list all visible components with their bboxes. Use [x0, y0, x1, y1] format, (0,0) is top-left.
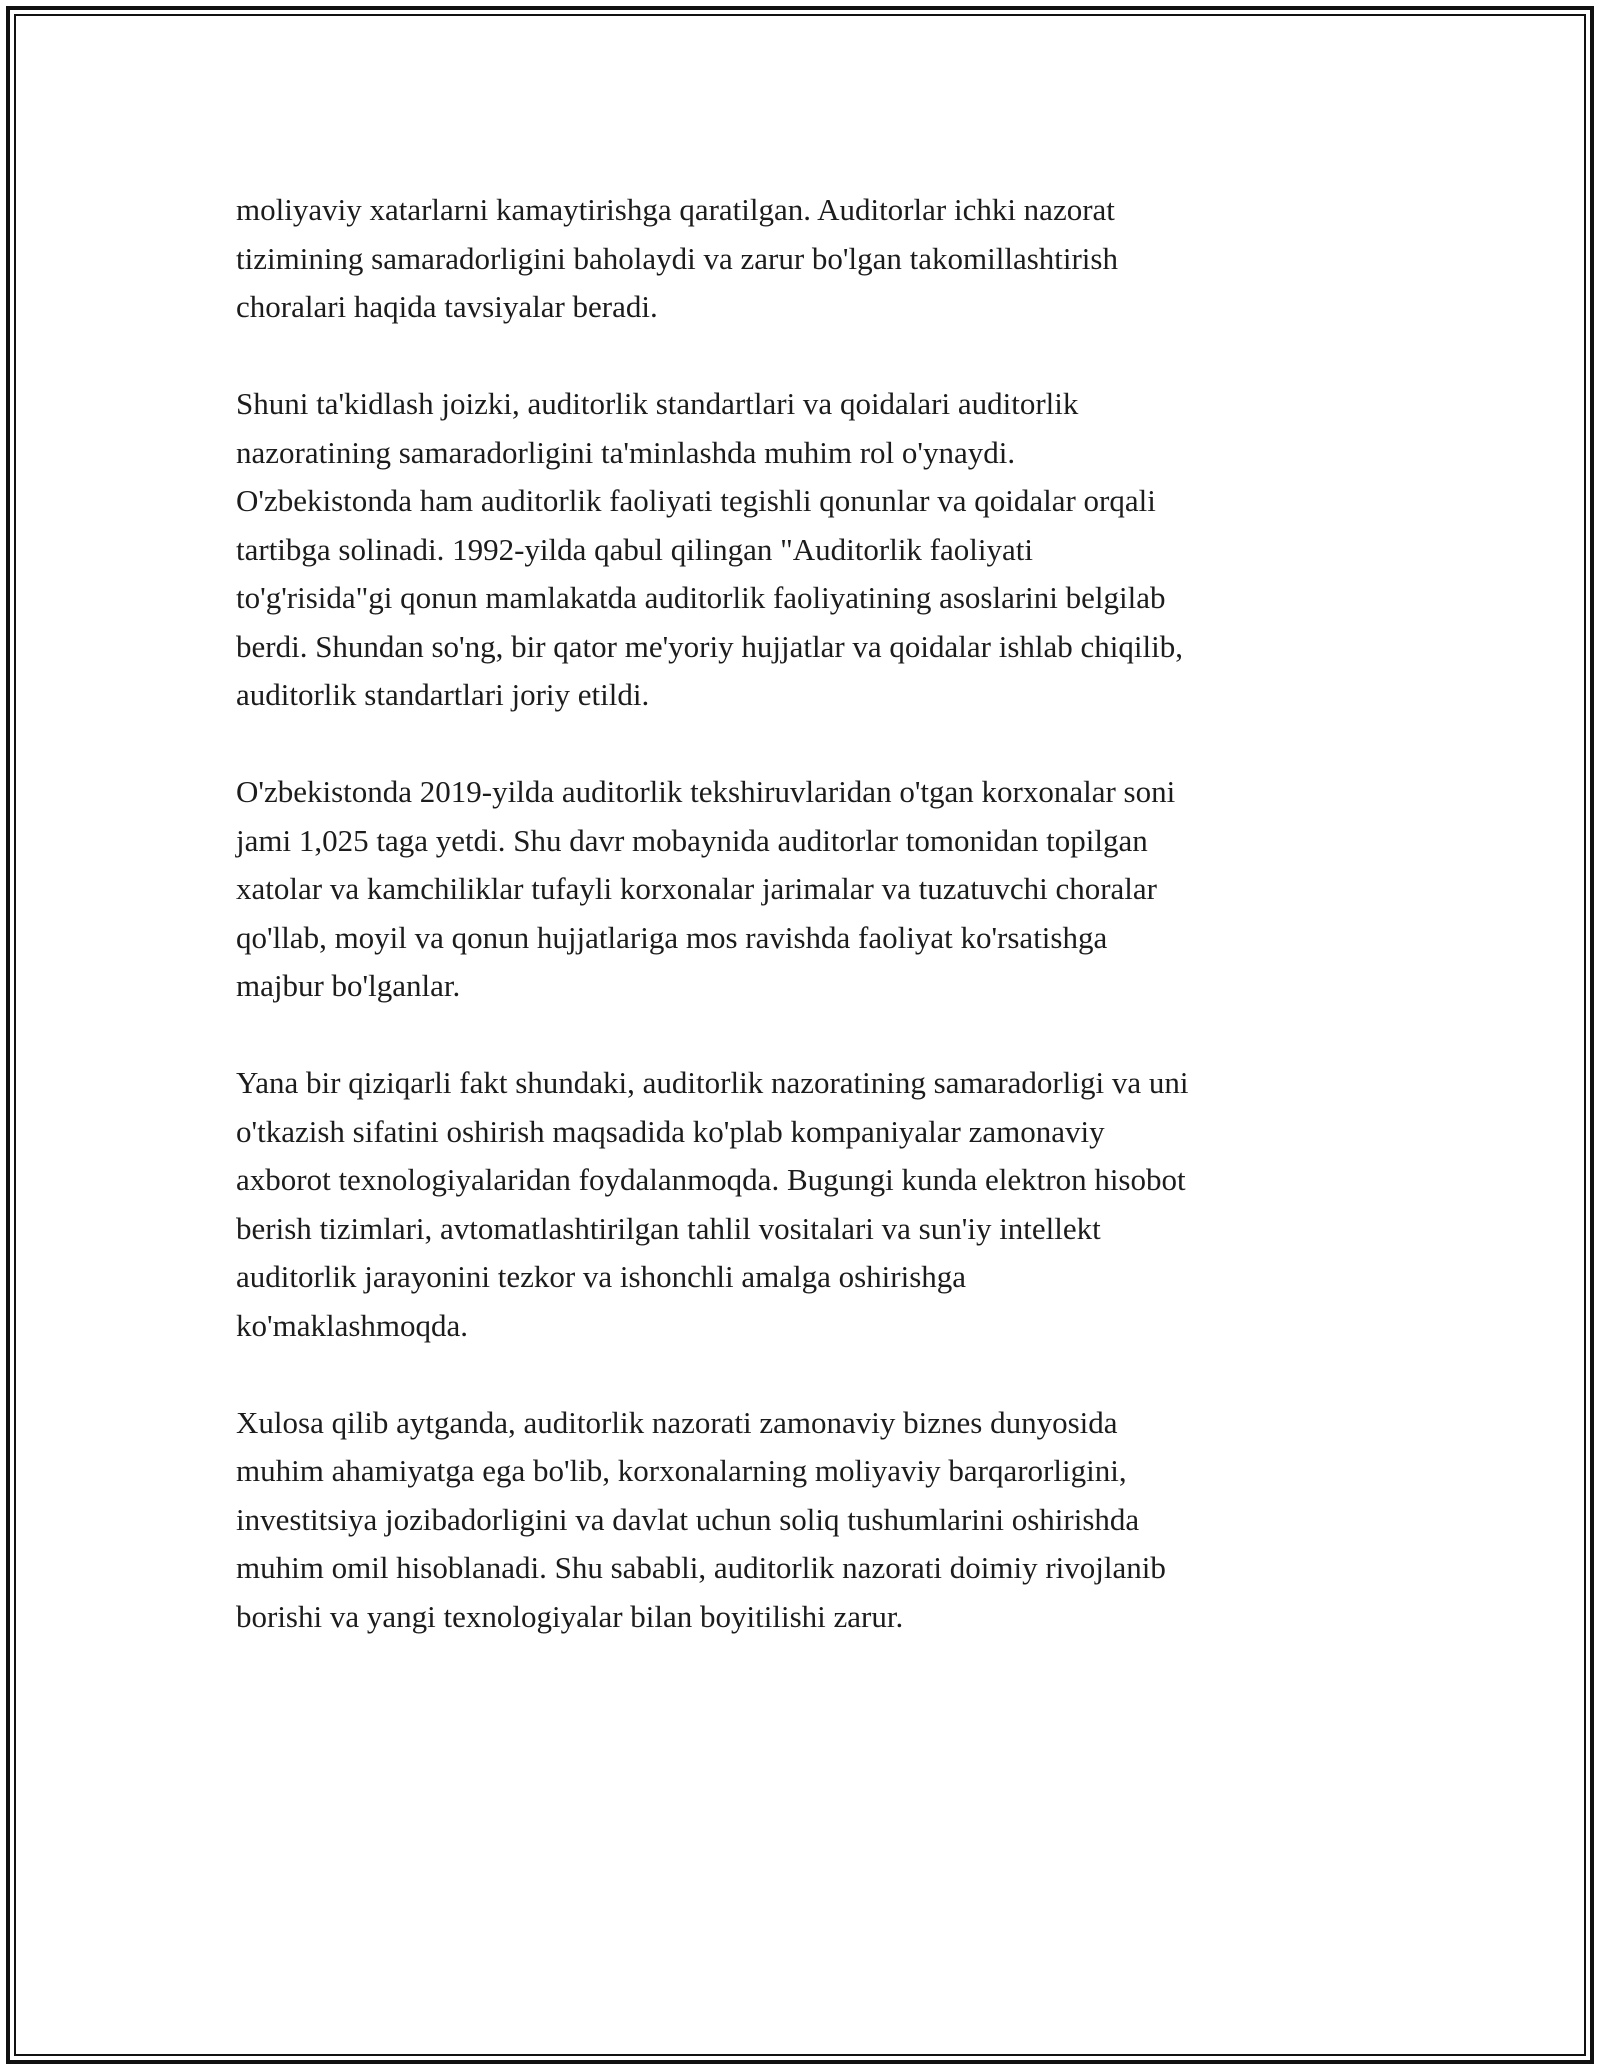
text-line: jami 1,025 taga yetdi. Shu davr mobaynida auditorlar tomonidan topilgan — [236, 822, 1148, 858]
text-line: Yana bir qiziqarli fakt shundaki, auditorlik nazoratining samaradorligi va uni — [236, 1065, 1189, 1100]
text-line: Xulosa qilib aytganda, auditorlik nazorati zamonaviy biznes dunyosida — [236, 1404, 1118, 1440]
text-line: Shuni ta'kidlash joizki, auditorlik standartlari va qoidalari auditorlik — [236, 386, 1079, 421]
paragraph-3 — [236, 768, 1376, 1011]
text-line: auditorlik jarayonini tezkor va ishonchli amalga oshirishga — [236, 1259, 967, 1294]
text-line: choralari haqida tavsiyalar beradi. — [236, 289, 658, 324]
text-line: muhim omil hisoblanadi. Shu sababli, auditorlik nazorati doimiy rivojlanib — [236, 1550, 1166, 1585]
paragraph-2 — [236, 380, 1376, 720]
text-line: O'zbekistonda 2019-yilda auditorlik tekshiruvlaridan o'tgan korxonalar soni — [236, 774, 1176, 809]
paragraph-1 — [236, 186, 1376, 332]
text-line: qo'llab, moyil va qonun hujjatlariga mos ravishda faoliyat ko'rsatishga — [236, 919, 1108, 955]
text-line: majbur bo'lganlar. — [236, 968, 461, 1003]
text-line: o'tkazish sifatini oshirish maqsadida ko'plab kompaniyalar zamonaviy — [236, 1113, 1105, 1149]
text-line: nazoratining samaradorligini ta'minlashda muhim rol o'ynaydi. — [236, 434, 1016, 470]
text-line: berdi. Shundan so'ng, bir qator me'yoriy hujjatlar va qoidalar ishlab chiqilib, — [236, 628, 1183, 664]
text-line: xatolar va kamchiliklar tufayli korxonalar jarimalar va tuzatuvchi choralar — [236, 871, 1157, 906]
text-line: tizimining samaradorligini baholaydi va zarur bo'lgan takomillashtirish — [236, 240, 1118, 276]
paragraph-5 — [236, 1399, 1376, 1642]
document-body — [236, 186, 1376, 1641]
text-line: muhim ahamiyatga ega bo'lib, korxonalarning moliyaviy barqarorligini, — [236, 1453, 1127, 1488]
text-line: investitsiya jozibadorligini va davlat uchun soliq tushumlarini oshirishda — [236, 1501, 1140, 1537]
text-line: borishi va yangi texnologiyalar bilan boyitilishi zarur. — [236, 1598, 904, 1634]
text-line: axborot texnologiyalaridan foydalanmoqda. Bugungi kunda elektron hisobot — [236, 1162, 1186, 1197]
text-line: to'g'risida"gi qonun mamlakatda auditorlik faoliyatining asoslarini belgilab — [236, 580, 1166, 615]
text-line: auditorlik standartlari joriy etildi. — [236, 677, 650, 712]
text-line: ko'maklashmoqda. — [236, 1307, 469, 1343]
text-line: berish tizimlari, avtomatlashtirilgan tahlil vositalari va sun'iy intellekt — [236, 1210, 1101, 1246]
text-line: moliyaviy xatarlarni kamaytirishga qaratilgan. Auditorlar ichki nazorat — [236, 192, 1115, 227]
paragraph-4 — [236, 1059, 1376, 1350]
text-line: tartibga solinadi. 1992-yilda qabul qilingan "Auditorlik faoliyati — [236, 531, 1033, 567]
text-line: O'zbekistonda ham auditorlik faoliyati tegishli qonunlar va qoidalar orqali — [236, 483, 1156, 518]
